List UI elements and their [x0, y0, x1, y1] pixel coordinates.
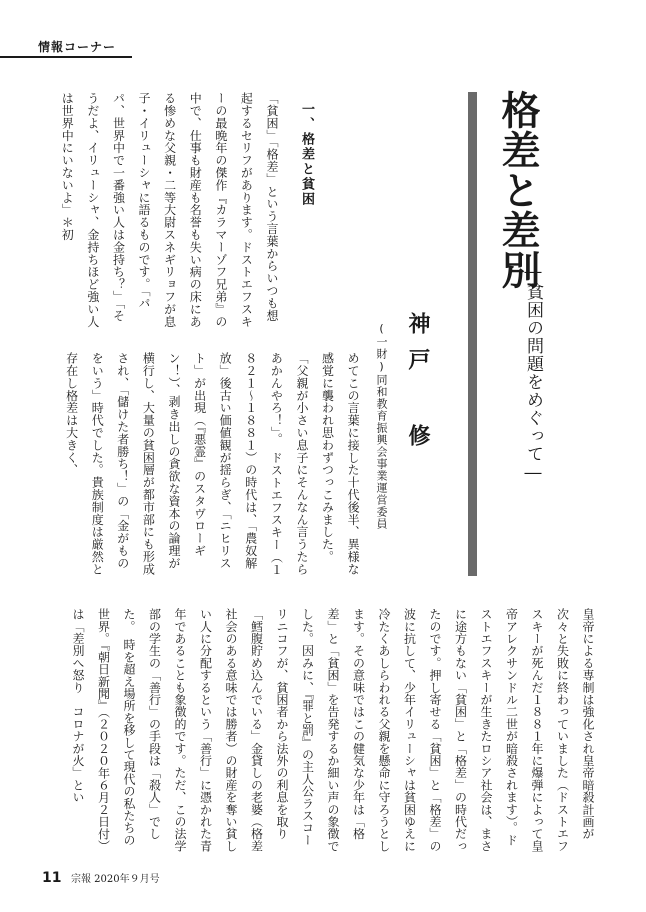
article-subtitle: ―貧困の問題をめぐって― — [523, 262, 543, 484]
right-column-text: 皇帝による専制は強化され皇帝暗殺計画が次々と失敗に終わっていました（ドストエフスキーが死んだ１８８１年に爆弾によって皇帝アレクサンドル二世が暗殺されます）。ドストエフスキーが生きたロシア社会は、まさに途方もない「貧困」と「格差」の時代だったのです。押し寄せる「貧困」と「格差」の波に抗して、少年イリューシャは貧困ゆえに冷たくあしらわれる父親を懸命に守ろうとします。その意味ではこの健気な少年は「格差」と「貧困」を告発するか細い声の象徴でした。因みに、『罪と罰』の主人公ラスコーリニコフが、貧困者から法外の利息を取り「鱈腹貯め込んでいる」金貸しの老婆（格差社会のある意味では勝者）の財産を奪い貧しい人に分配するという「善行」に憑かれた青年であることも象徴的です。ただ、この法学部の学生の「善行」の手段は「殺人」でした。 時を超え場所を移して現代の私たちの世界。『朝日新聞』（２０２０年６月２日付）は「差別へ怒り コロナが火」とい — [71, 608, 595, 853]
lower-left-body-text: めてこの言葉に接した十代後半、異様な感覚に襲われ思わずつっこみました。「父親が小さい息子にそんなん言うたらあかんやろ！」。 ドストエフスキー（１８２１〜１８８１）の時代は、「農奴解放」後古い価値観が揺らぎ、「ニヒリスト」が出現（『悪霊』のスタヴローギン！）、剥き出しの貪欲な資本の論理が横行し、大量の貧困層が都市部にも形成され、「儲けた者勝ち！」の「金がものをいう」時代でした。貴族制度は厳然と存在し格差は大きく、 — [64, 352, 361, 576]
article-title: 格差と差別 — [495, 90, 541, 290]
author-affiliation: (一財)同和教育振興会事業運営委員 — [375, 322, 388, 530]
journal-name: 宗報 2020年９月号 — [70, 874, 160, 885]
page-number: 11 — [42, 870, 62, 886]
author-name: 神戸 修 — [405, 312, 431, 460]
section-label: 情報コーナー — [38, 40, 117, 54]
page-footer — [42, 870, 160, 886]
section-heading: 一、格差と貧困 — [299, 102, 314, 207]
section-divider — [0, 56, 132, 58]
upper-body-text: 「貧困」「格差」という言葉からいつも想起するセリフがあります。ドストエフスキーの最晩年の傑作『カラマーゾフ兄弟』の中で、仕事も財産も名誉も失い病の床にある惨めな父親・二等大尉スネギリョフが息子・イリューシャに語るものです。「パパ、世界中で一番強い人は金持ち？」「そうだよ、イリューシャ、金持ちほど強い人は世界中にいないよ」＊初 — [60, 92, 279, 328]
title-accent-bar — [468, 92, 477, 576]
